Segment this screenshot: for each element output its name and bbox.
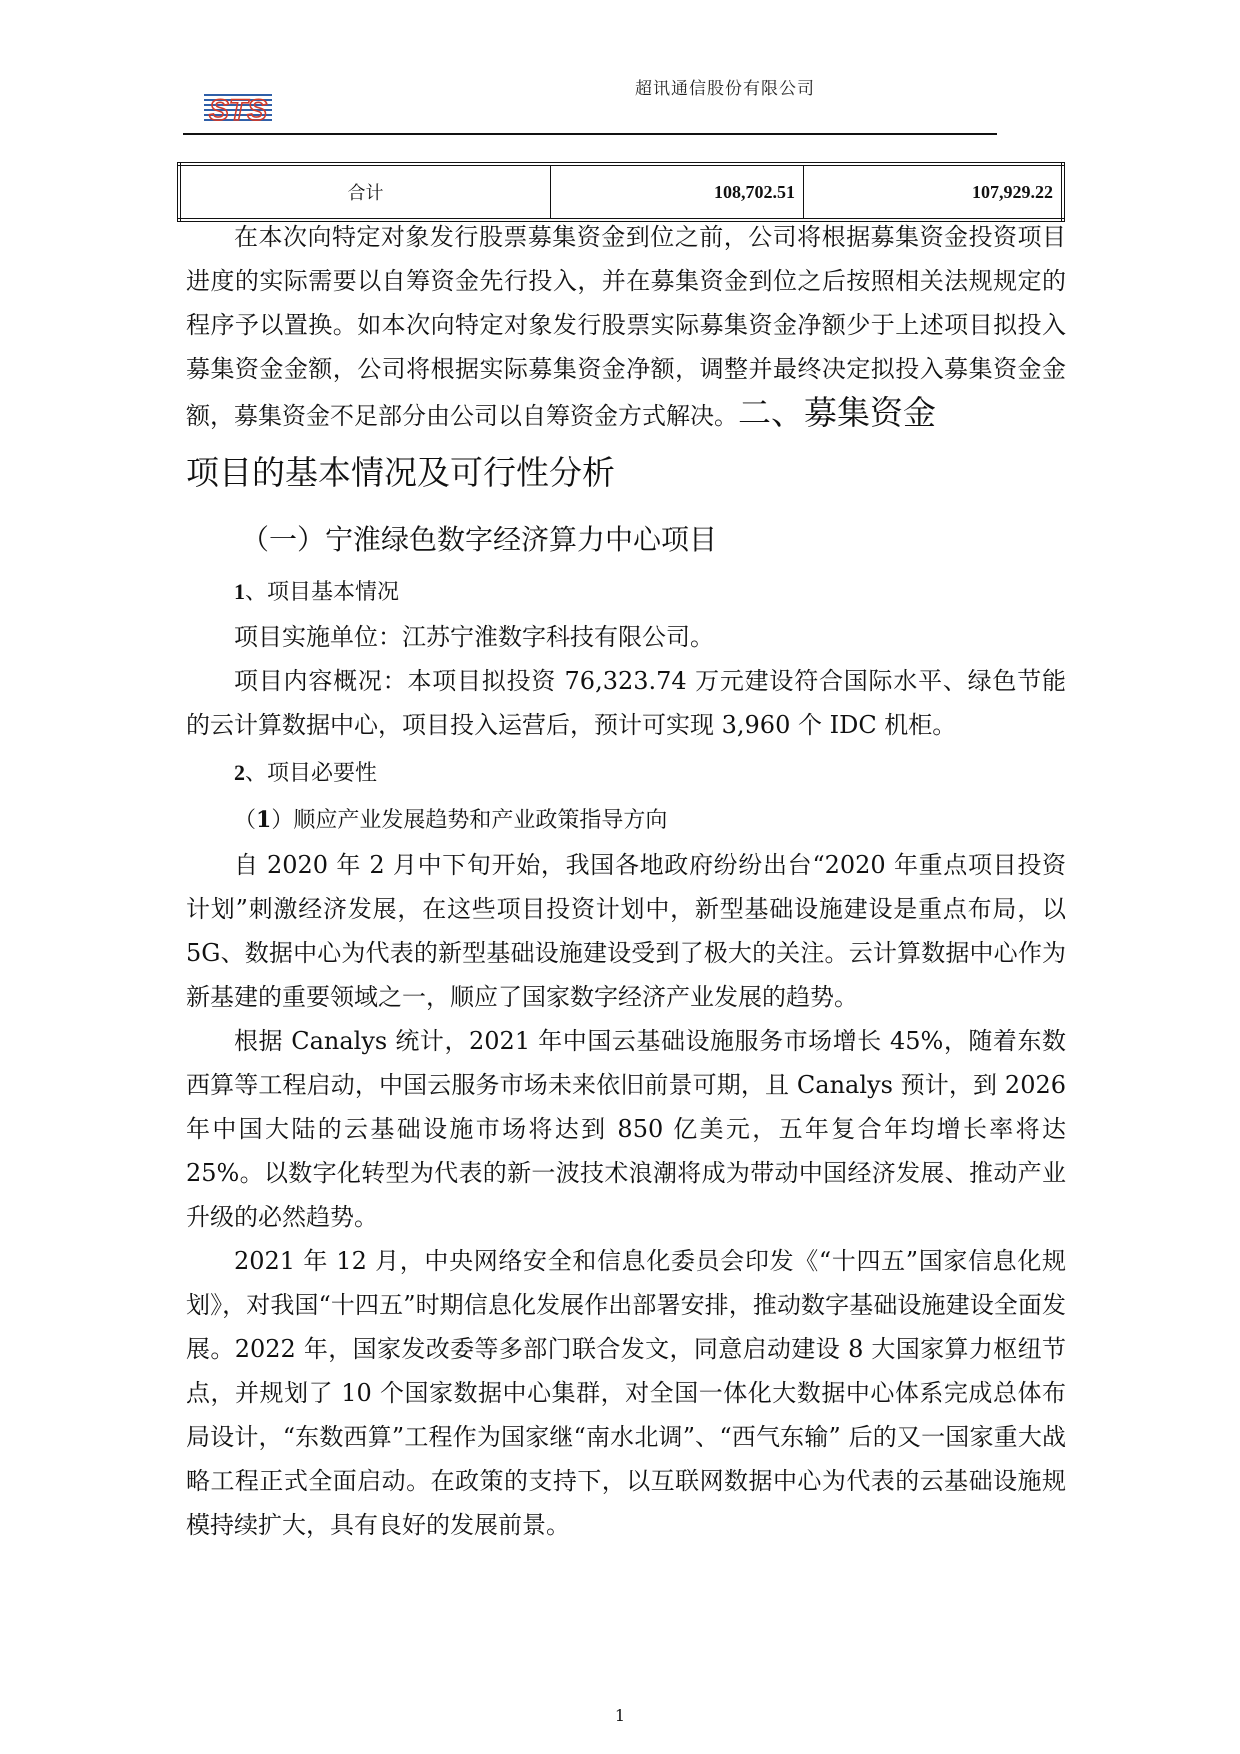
company-name: 超讯通信股份有限公司 — [635, 79, 815, 99]
total-value-1: 108,702.51 — [551, 164, 804, 220]
sub-item-number: 1 — [256, 807, 272, 833]
total-value-2: 107,929.22 — [804, 164, 1064, 220]
header-divider — [183, 133, 997, 135]
sts-logo-icon — [204, 92, 272, 128]
paragraph-unit: 项目实施单位：江苏宁淮数字科技有限公司。 — [234, 623, 714, 651]
item-number: 1 — [234, 579, 245, 604]
paragraph-market: 根据 Canalys 统计，2021 年中国云基础设施服务市场增长 45%，随着东数西算等工程启动，中国云服务市场未来依旧前景可期，且 Canalys 预计，到 2026 年中国大陆的云基础设施市场将达到 850 亿美元，五年复合年均增长率将达 25%。以数字化转型为代表的新一波技术浪潮将成为带动中国经济发展、推动产业升级的必然趋势。 — [186, 1027, 1066, 1231]
item-title: 、项目必要性 — [245, 761, 378, 786]
intro-text: 在本次向特定对象发行股票募集资金到位之前，公司将根据募集资金投资项目进度的实际需要以自筹资金先行投入，并在募集资金到位之后按照相关法规规定的程序予以置换。如本次向特定对象发行股票实际募集资金净额少于上述项目拟投入募集资金金额，公司将根据实际募集资金净额，调整并最终决定拟投入募集资金金额，募集资金不足部分由公司以自筹资金方式解决。 — [186, 223, 1066, 430]
subsection-heading: （一）宁淮绿色数字经济算力中心项目 — [241, 523, 718, 556]
section-heading-part1: 二、募集资金 — [738, 393, 936, 432]
paragraph-policy: 自 2020 年 2 月中下旬开始，我国各地政府纷纷出台“2020 年重点项目投资计划”刺激经济发展，在这些项目投资计划中，新型基础设施建设是重点布局，以 5G、数据中心为代表的新型基础设施建设受到了极大的关注。云计算数据中心作为新基建的重要领域之一，顺应了国家数字经济产业发展的趋势。 — [186, 851, 1066, 1011]
item-number: 2 — [234, 760, 245, 785]
logo-text: STS — [208, 94, 268, 127]
company-logo — [204, 92, 272, 128]
total-table — [177, 162, 1065, 222]
item-title: 、项目基本情况 — [245, 580, 400, 605]
sub-item-heading — [234, 798, 1066, 843]
item-heading-necessity — [234, 751, 1066, 796]
total-label: 合计 — [179, 164, 551, 220]
paragraph-overview: 项目内容概况：本项目拟投资 76,323.74 万元建设符合国际水平、绿色节能的云计算数据中心，项目投入运营后，预计可实现 3,960 个 IDC 机柜。 — [186, 667, 1066, 739]
sub-item-title: ）顺应产业发展趋势和产业政策指导方向 — [271, 808, 668, 833]
table-row — [179, 164, 1063, 220]
item-heading-basic — [234, 570, 1066, 615]
paren-open: （ — [234, 808, 257, 833]
main-content — [186, 215, 1066, 1547]
section-heading-part2: 项目的基本情况及可行性分析 — [186, 453, 615, 492]
paragraph-intro — [186, 215, 1066, 438]
page-number: 1 — [614, 1706, 626, 1725]
paragraph-planning: 2021 年 12 月，中央网络安全和信息化委员会印发《“十四五”国家信息化规划》，对我国“十四五”时期信息化发展作出部署安排，推动数字基础设施建设全面发展。2022 年，国家发改委等多部门联合发文，同意启动建设 8 大国家算力枢纽节点，并规划了 10 个国家数据中心集群，对全国一体化大数据中心体系完成总体布局设计，“东数西算”工程作为国家继“南水北调”、“西气东输” 后的又一国家重大战略工程正式全面启动。在政策的支持下，以互联网数据中心为代表的云基础设施规模持续扩大，具有良好的发展前景。 — [186, 1247, 1066, 1539]
